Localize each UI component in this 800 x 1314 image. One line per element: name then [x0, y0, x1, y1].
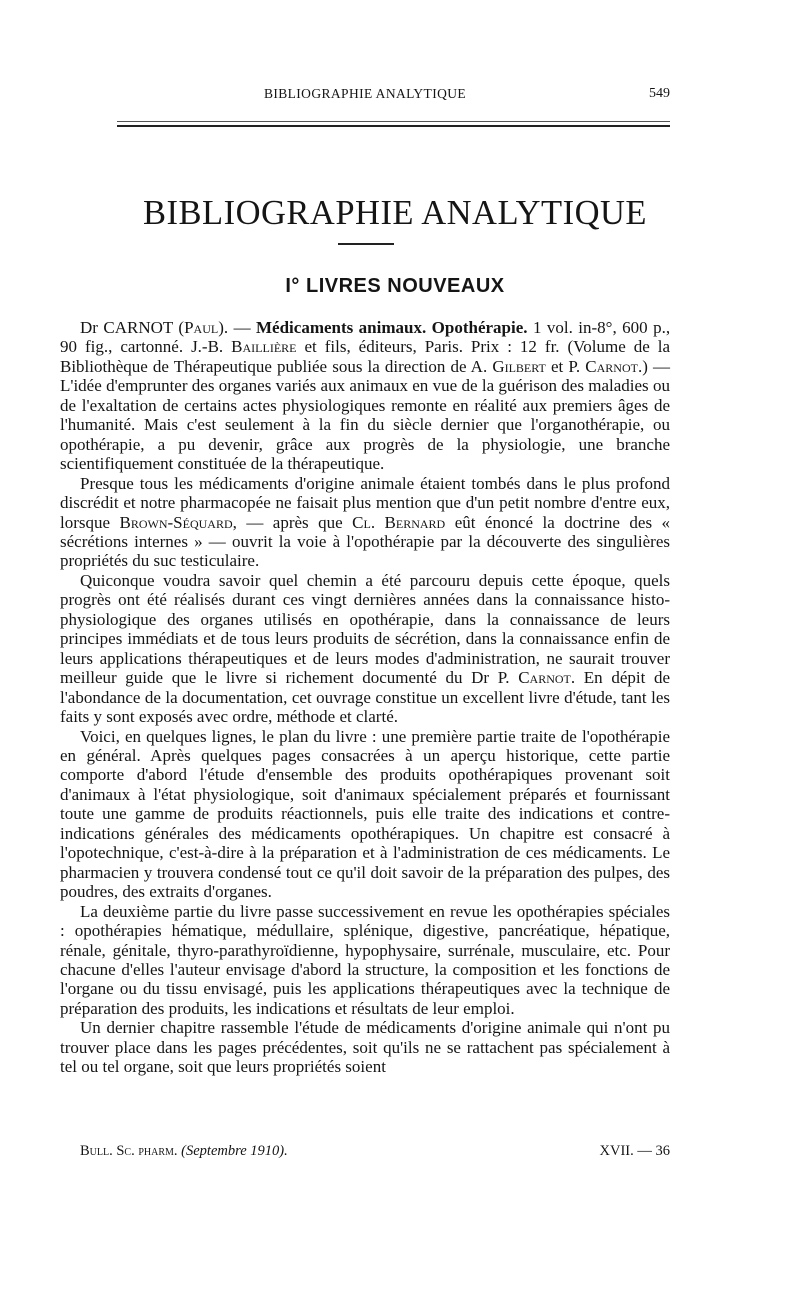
name-carnot: Carnot [518, 668, 571, 688]
page-title: BIBLIOGRAPHIE ANALYTIQUE [143, 194, 647, 232]
book-title: Médicaments animaux. Opothérapie. [256, 318, 528, 337]
header-rule-thin [117, 121, 670, 122]
journal-date: (Septembre 1910). [181, 1143, 288, 1159]
paragraph-2: Presque tous les médicaments d'origine animale étaient tombés dans le plus profond discrédit et notre pharmacopée ne faisait plus mention que d'un petit nombre d'entre eux, lorsque Brown-Séquard, — après que Cl. Bernard eût énoncé la doctrine des « sécrétions internes » — ouvrit la voie à l'opothérapie par la découverte des singulières propriétés du suc testiculaire. [60, 473, 671, 571]
title-divider [338, 243, 394, 245]
page-number: 549 [649, 86, 670, 101]
paragraph-1-rest: — L'idée d'emprunter des organes variés aux animaux en vue de la guérison des maladies ou de l'exaltation de certains actes physiologiques remonte en réalité aux premiers âges de l'humanité. Mais c'est seulement à la fin du siècle dernier que l'organothérapie, ou opothérapie, a pu devenir, grâce aux progrès de la physiologie, une branche scientifiquement constituée de la thérapeutique. [60, 356, 670, 474]
section-title: I° LIVRES NOUVEAUX [285, 275, 505, 297]
editor-gilbert: Gilbert [492, 356, 546, 376]
publisher-name: Baillière [231, 337, 297, 357]
paragraph-1 [60, 318, 670, 474]
name-brown-sequard: Brown-Séquard [119, 512, 233, 532]
name-cl-bernard: Cl. Bernard [352, 512, 446, 532]
journal-name: Bull. Sc. pharm. [80, 1143, 178, 1159]
author-first-name: (Paul). [178, 318, 229, 337]
paragraph-4: Voici, en quelques lignes, le plan du livre : une première partie traite de l'opothérapie en général. Après quelques pages consacrées à un aperçu historique, cette partie comporte d'abord l'étude d'ensemble des produits opothérapiques provenant soit d'animaux à l'état physiologique, soit d'animaux spécialement préparés et fournissant toute une gamme de produits réactionnels, puis elle traite des indications et contre-indications générales des médicaments opothérapiques. Un chapitre est consacré à l'opotechnique, c'est-à-dire à la préparation et à l'administration de ces médicaments. Le pharmacien y trouvera condensé tout ce qu'il doit savoir de la préparation des pulpes, des poudres, des extraits d'organes. [60, 726, 670, 902]
header-rule-thick [117, 125, 670, 127]
editor-carnot: Carnot.) [585, 356, 648, 376]
running-title: BIBLIOGRAPHIE ANALYTIQUE [263, 86, 467, 101]
article-body [60, 318, 670, 1077]
book-details: 1 vol. in-8°, 600 p., 90 fig., cartonné. J.-B. [60, 318, 671, 357]
author-prefix: Dr [80, 318, 98, 337]
footer-citation [80, 1143, 288, 1160]
editor-and: et P. [550, 356, 581, 376]
book-details-2: et fils, éditeurs, Paris. Prix : 12 fr. (Volume de la Bibliothèque de Thérapeutique publiée sous la direction de A. [60, 337, 671, 376]
author-name: CARNOT [103, 318, 173, 337]
signature-mark: XVII. — 36 [599, 1143, 670, 1159]
paragraph-5: La deuxième partie du livre passe successivement en revue les opothérapies spéciales : opothérapies hématique, médullaire, splénique, digestive, pancréatique, hépatique, rénale, génitale, thyro-parathyroïdienne, hypophysaire, surrénale, musculaire, etc. Pour chacune d'elles l'auteur envisage d'abord la structure, la composition et les fonctions de l'organe ou du tissu envisagé, puis les applications thérapeutiques avec la technique de préparation des produits, les indications et résultats de leur emploi. [60, 901, 670, 1018]
paragraph-3: Quiconque voudra savoir quel chemin a été parcouru depuis cette époque, quels progrès ont été réalisés durant ces vingt dernières années dans la connaissance histo-physiologique des organes utilisés en opothérapie, dans la connaissance de leurs principes immédiats et de tous leurs produits de sécrétion, dans la connaissance enfin de leurs applications thérapeutiques et de leurs modes d'administration, ne saurait trouver meilleur guide que le livre si richement documenté du Dr P. Carnot. En dépit de l'abondance de la documentation, cet ouvrage constitue un excellent livre d'étude, tant les faits y sont exposés avec ordre, méthode et clarté. [60, 570, 671, 727]
running-head [60, 86, 670, 106]
paragraph-6: Un dernier chapitre rassemble l'étude de médicaments d'origine animale qui n'ont pu trouver place dans les pages précédentes, soit qu'ils ne se rattachent pas spécialement à tel ou tel organe, soit que leurs propriétés soient [60, 1018, 670, 1077]
dash: — [233, 318, 251, 337]
